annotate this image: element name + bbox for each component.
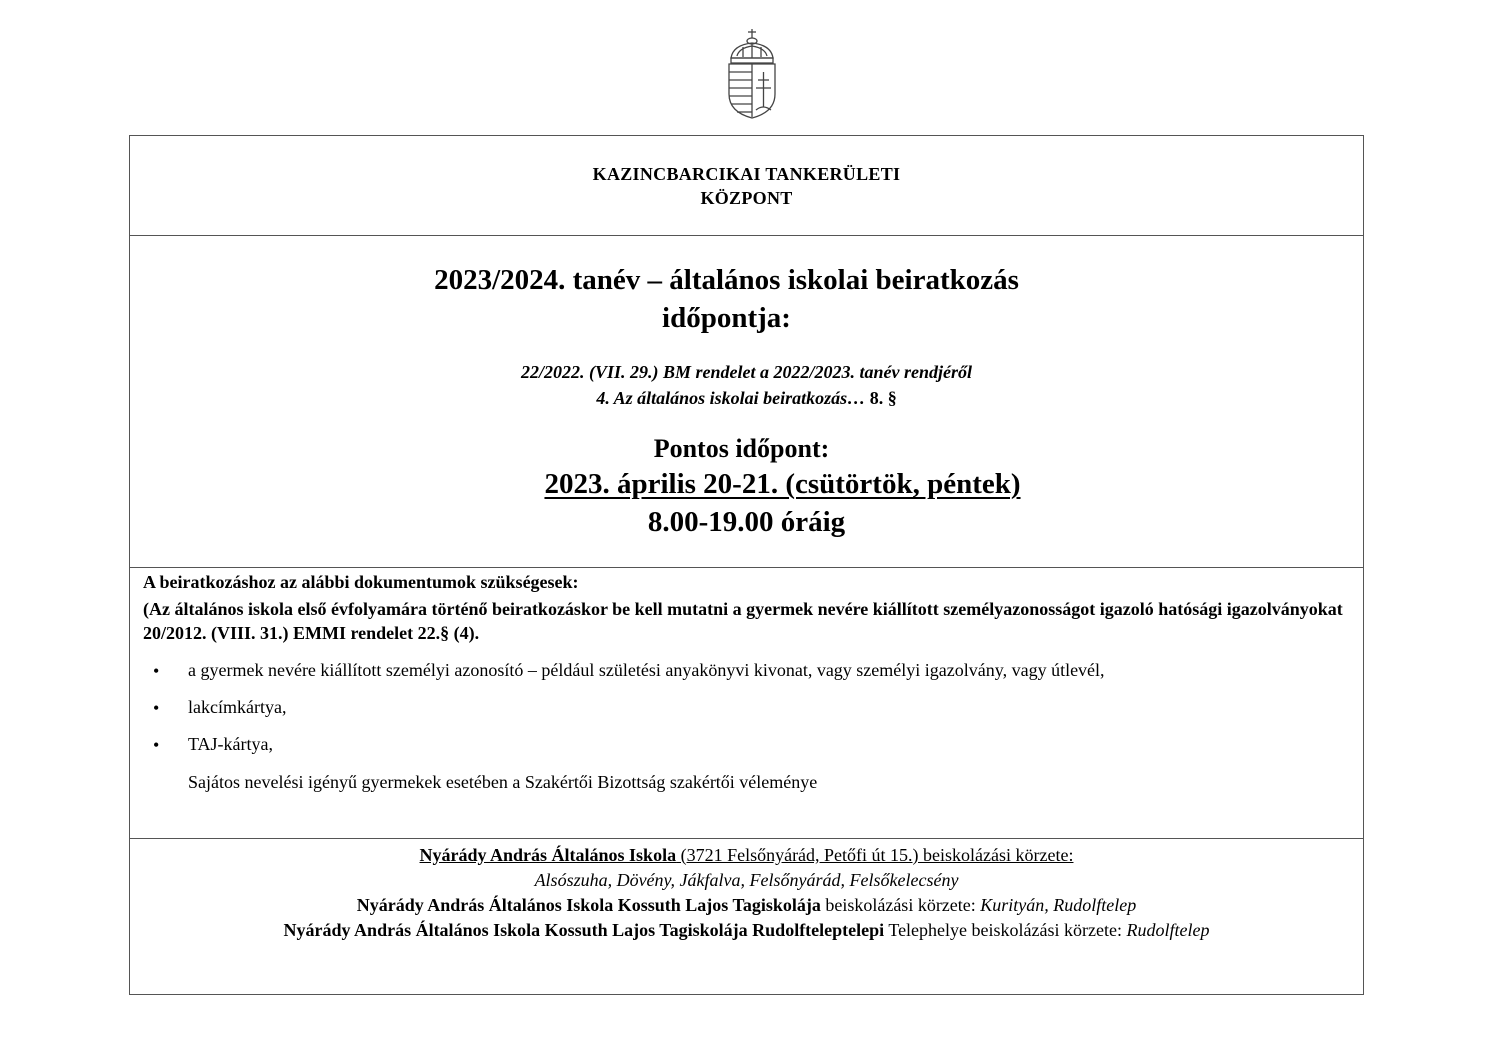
exact-time-label: Pontos időpont: [653,434,830,463]
documents-list [130,660,1363,771]
special-needs-note: Sajátos nevelési igényű gyermekek esetében a Szakértői Bizottság szakértői véleménye [188,772,818,792]
organization-name-line2: KÖZPONT [700,188,793,208]
school1-name: Nyárády András Általános Iskola (3721 Felsőnyárád, Petőfi út 15.) beiskolázási körzete: [419,845,1074,865]
notice-title-line1: 2023/2024. tanév – általános iskolai beiratkozás [434,264,1019,296]
school2-area: Kurityán, Rudolftelep [980,895,1137,915]
enrollment-hours: 8.00-19.00 óráig [647,506,846,538]
school3-area: Rudolftelep [1126,920,1210,940]
school2-name: Nyárády András Általános Iskola Kossuth Lajos Tagiskolája [356,895,821,915]
notice-frame [129,135,1364,995]
documents-heading: A beiratkozáshoz az alábbi dokumentumok szükségesek: [143,572,579,592]
required-documents-section [130,568,1363,839]
bullet-icon: • [153,661,160,681]
regulation-reference-text: 4. Az általános iskolai beiratkozás… [596,388,866,408]
hungarian-coat-of-arms-icon [725,28,779,120]
school3-name: Nyárády András Általános Iskola Kossuth Lajos Tagiskolája Rudolfteleptelepi [283,920,885,940]
header-section [130,136,1363,236]
school3-label: Telephelye beiskolázási körzete: [884,920,1127,940]
list-item [130,660,1363,697]
school-districts-section [130,839,1363,995]
list-item [130,697,1363,734]
enrollment-date: 2023. április 20-21. (csütörtök, péntek) [544,468,1021,500]
notice-title-line2: időpontja: [662,302,791,334]
bullet-icon: • [153,735,160,755]
enrollment-date-section [130,236,1363,568]
document-item-text: lakcímkártya, [188,697,287,717]
regulation-section: 8. § [869,388,897,408]
documents-note: (Az általános iskola első évfolyamára történő beiratkozáskor be kell mutatni a gyermek nevére kiállított személyazonosságot igazoló hatósági igazolványokat 20/2012. (VIII. 31.) EMMI rendelet 22.§ (4). [143,599,1343,643]
list-item [130,734,1363,771]
regulation-reference-line2 [130,388,1363,409]
bullet-icon: • [153,698,160,718]
school2-label: beiskolázási körzete: [820,895,981,915]
district-line-3 [130,920,1363,941]
district-line-1 [130,845,1363,866]
district-line-2 [130,895,1363,916]
regulation-reference-line1: 22/2022. (VII. 29.) BM rendelet a 2022/2023. tanév rendjéről [521,362,972,382]
school1-area: Alsószuha, Dövény, Jákfalva, Felsőnyárád, Felsőkelecsény [534,870,959,890]
organization-name-line1: KAZINCBARCIKAI TANKERÜLETI [592,164,901,184]
document-item-text: TAJ-kártya, [188,734,274,754]
document-item-text: a gyermek nevére kiállított személyi azonosító – például születési anyakönyvi kivonat, vagy személyi igazolvány, vagy útlevél, [188,660,1105,680]
